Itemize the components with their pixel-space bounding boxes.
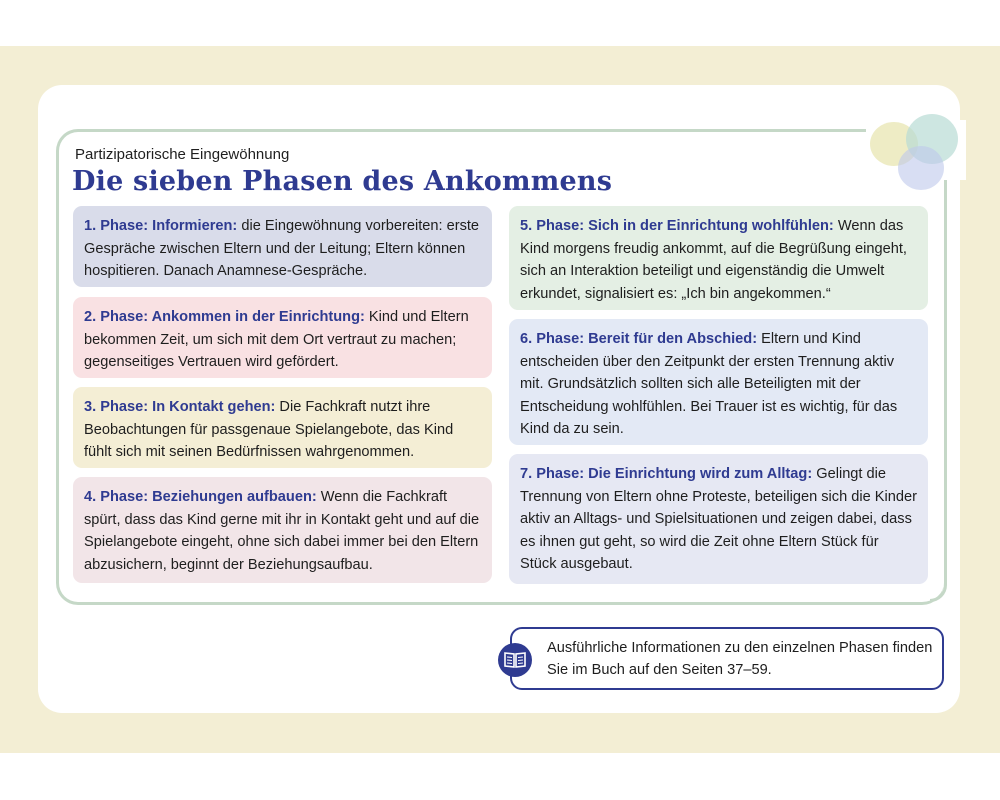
phase-1-box xyxy=(73,206,492,287)
phase-6-box xyxy=(509,319,928,445)
phase-5-label: 5. Phase: Sich in der Einrichtung wohlfühlen: xyxy=(520,218,834,234)
phase-1-text: die Eingewöhnung vorbereiten: erste Gespräche zwischen Eltern und der Leitung; Eltern können hospitieren. Danach Anamnese-Gespräche. xyxy=(84,218,480,280)
phase-4-label: 4. Phase: Beziehungen aufbauen: xyxy=(84,489,317,505)
phase-6-text: Eltern und Kind entscheiden über den Zeitpunkt der ersten Trennung aktiv mit. Grundsätzlich sollten sich alle Beteiligten mit der Entscheidung wohlfühlen. Bei Trauer ist es wichtig, für das Kind da zu sein. xyxy=(520,331,898,438)
phase-4-box xyxy=(73,477,492,583)
phase-6-label: 6. Phase: Bereit für den Abschied: xyxy=(520,331,758,347)
info-box xyxy=(510,627,944,690)
book-icon xyxy=(498,643,532,677)
phase-3-box xyxy=(73,387,492,468)
phase-7-label: 7. Phase: Die Einrichtung wird zum Alltag: xyxy=(520,466,813,482)
phase-2-box xyxy=(73,297,492,378)
phase-3-text: Die Fachkraft nutzt ihre Beobachtungen für passgenaue Spielangebote, das Kind fühlt sich mit seinen Bedürfnissen wahrgenommen. xyxy=(84,399,454,461)
content-frame-right xyxy=(930,175,947,602)
info-text: Ausführliche Informationen zu den einzelnen Phasen finden Sie im Buch auf den Seiten 37–59. xyxy=(547,640,933,678)
phase-5-box xyxy=(509,206,928,310)
phase-7-box xyxy=(509,454,928,584)
page-subtitle: Partizipatorische Eingewöhnung xyxy=(75,146,290,163)
decorative-circles xyxy=(868,108,968,198)
phase-2-label: 2. Phase: Ankommen in der Einrichtung: xyxy=(84,309,365,325)
phase-4-text: Wenn die Fachkraft spürt, dass das Kind gerne mit ihr in Kontakt geht und auf die Spielangebote eingeht, ohne sich dabei immer bei den Eltern abzusichern, beginnt der Beziehungsaufbau. xyxy=(84,489,480,573)
phase-7-text: Gelingt die Trennung von Eltern ohne Proteste, beteiligen sich die Kinder aktiv an Alltags- und Spielsituationen und zeigen dabei, dass es ihnen gut geht, so wird die Zeit ohne Eltern Stück für Stück ausgebaut. xyxy=(520,466,917,573)
phase-2-text: Kind und Eltern bekommen Zeit, um sich mit dem Ort vertraut zu machen; gegenseitiges Vertrauen wird gefördert. xyxy=(84,309,469,371)
phase-5-text: Wenn das Kind morgens freudig ankommt, auf die Begrüßung eingeht, sich an Interaktion beteiligt und eigenständig die Umwelt erkundet, signalisiert es: „Ich bin angekommen.“ xyxy=(520,218,907,302)
phase-3-label: 3. Phase: In Kontakt gehen: xyxy=(84,399,276,415)
circle-blue xyxy=(898,146,944,190)
phase-1-label: 1. Phase: Informieren: xyxy=(84,218,238,234)
page-title: Die sieben Phasen des Ankommens xyxy=(72,166,613,197)
